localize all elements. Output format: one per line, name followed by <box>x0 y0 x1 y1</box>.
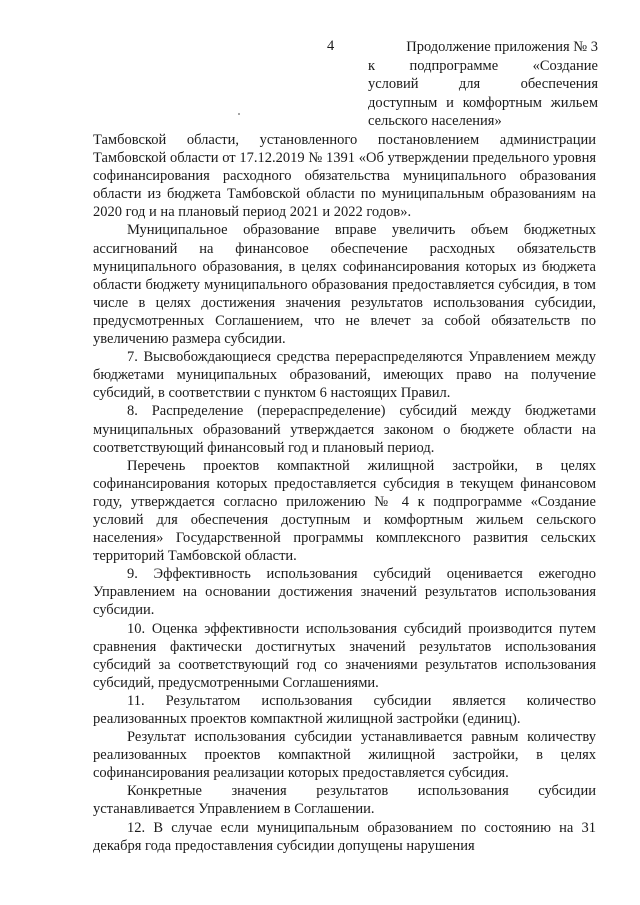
paragraph: Муниципальное образование вправе увеличить объем бюджетных ассигнований на финансовое обеспечение расходных обязательств муниципального образования, в целях софинансирования которых из бюджета области бюджету муниципального образования предоставляется субсидия, в том числе в целях достижения значения результатов использования субсидии, предусмотренных Соглашением, что не влечет за собой обязательств по увеличению размера субсидии. <box>93 222 596 348</box>
appendix-caption <box>368 38 598 131</box>
paragraph-item-10: 10. Оценка эффективности использования субсидий производится путем сравнения фактически достигнутых значений результатов использования субсидий за соответствующий год со значениями результатов использования субсидий, предусмотренными Соглашениями. <box>93 620 596 691</box>
appendix-line: доступным и комфортным жильем <box>368 94 598 111</box>
appendix-line: условий для обеспечения <box>368 76 598 92</box>
appendix-line: к подпрограмме «Создание <box>368 57 598 74</box>
paragraph-item-7: 7. Высвобождающиеся средства перераспределяются Управлением между бюджетами муниципальных образований, имеющих право на получение субсидий, в соответствии с пунктом 6 настоящих Правил. <box>93 349 596 402</box>
appendix-line: сельского населения» <box>368 113 502 129</box>
paragraph-item-8: 8. Распределение (перераспределение) субсидий между бюджетами муниципальных образований утверждается законом о бюджете области на соответствующий финансовый год и плановый период. <box>93 403 596 456</box>
page-number: 4 <box>327 38 335 54</box>
document-body <box>93 131 596 855</box>
paragraph-item-9: 9. Эффективность использования субсидий оценивается ежегодно Управлением на основании достижения значений результатов использования субсидии. <box>93 566 596 619</box>
paragraph: Конкретные значения результатов использования субсидии устанавливается Управлением в Соглашении. <box>93 783 596 818</box>
scan-speck <box>238 113 240 115</box>
paragraph: Перечень проектов компактной жилищной застройки, в целях софинансирования которых предоставляется субсидия в текущем финансовом году, утверждается согласно приложению № 4 к подпрограмме «Создание условий для обеспечения доступным и комфортным жильем сельского населения» Государственной программы комплексного развития сельских территорий Тамбовской области. <box>93 457 596 565</box>
paragraph-continuation: Тамбовской области, установленного постановлением администрации Тамбовской области от 17.12.2019 № 1391 «Об утверждении предельного уровня софинансирования расходного обязательства муниципального образования области из бюджета Тамбовской области по муниципальным образованиям на 2020 год и на плановый период 2021 и 2022 годов». <box>93 132 596 221</box>
paragraph: Результат использования субсидии устанавливается равным количеству реализованных проектов компактной жилищной застройки, в целях софинансирования реализации которых предоставляется субсидия. <box>93 729 596 782</box>
paragraph-item-12: 12. В случае если муниципальным образованием по состоянию на 31 декабря года предоставления субсидии допущены нарушения <box>93 819 596 854</box>
appendix-line: Продолжение приложения № 3 <box>406 39 598 55</box>
paragraph-item-11: 11. Результатом использования субсидии является количество реализованных проектов компактной жилищной застройки (единиц). <box>93 692 596 727</box>
